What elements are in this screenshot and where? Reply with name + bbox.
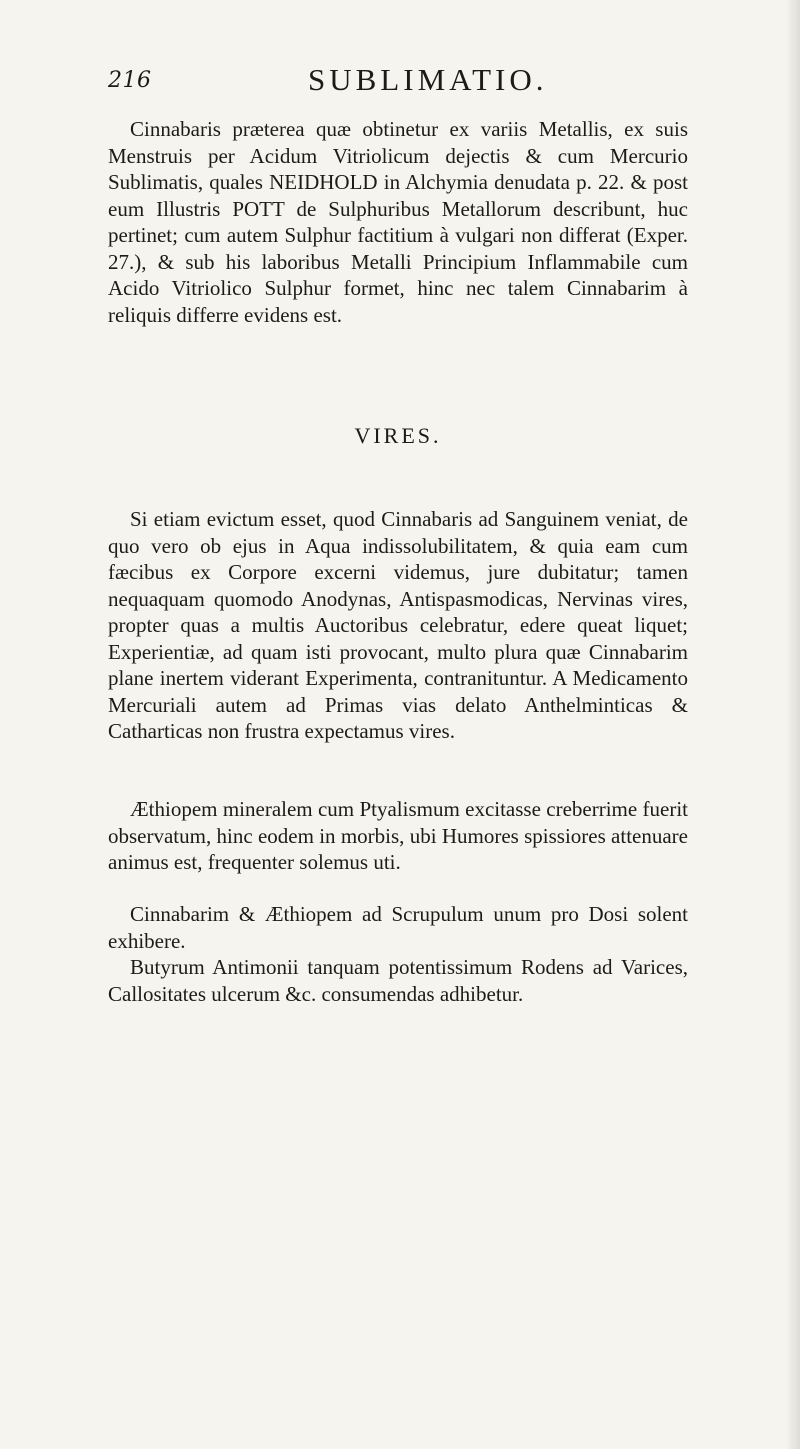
paragraph-text: Cinnabaris præterea quæ obtinetur ex variis Metallis, ex suis Menstruis per Acidum Vitriolicum dejectis & cum Mercurio Sublimatis, quales NEIDHOLD in Alchymia denudata p. 22. & post eum Illustris POTT de Sulphuribus Metallorum describunt, huc pertinet; cum autem Sulphur factitium à vulgari non differat (Exper. 27.), & sub his laboribus Metalli Principium Inflammabile cum Acido Vitriolico Sulphur formet, hinc nec talem Cinnabarim à reliquis differre evidens est. (108, 117, 688, 327)
paragraph-cinnabaris-metallis (108, 116, 688, 328)
paragraph-text: Si etiam evictum esset, quod Cinnabaris ad Sanguinem veniat, de quo vero ob ejus in Aqua indissolubilitatem, & quia eam cum fæcibus ex Corpore excerni videmus, jure dubitatur; tamen nequaquam quomodo Anodynas, Antispasmodicas, Nervinas vires, propter quas a multis Auctoribus celebratur, edere queat liquet; Experientiæ, ad quam isti provocant, multo plura quæ Cinnabarim plane inertem viderant Experimenta, contranituntur. A Medicamento Mercuriali autem ad Primas vias delato Anthelminticas & Catharticas non frustra expectamus vires. (108, 507, 688, 743)
paragraph-text: Butyrum Antimonii tanquam potentissimum Rodens ad Varices, Callositates ulcerum &c. consumendas adhibetur. (108, 955, 688, 1006)
paragraph-aethiops (108, 796, 688, 876)
paragraph-vires-cinnabaris (108, 506, 688, 745)
section-heading-vires: VIRES. (354, 423, 442, 448)
paragraph-butyrum-antimonii (108, 954, 688, 1007)
running-title: SUBLIMATIO. (308, 62, 548, 97)
page-header (108, 62, 668, 102)
paragraph-text: Æthiopem mineralem cum Ptyalismum excitasse creberrime fuerit observatum, hinc eodem in morbis, ubi Humores spissiores attenuare animus est, frequenter solemus uti. (108, 797, 688, 874)
paragraph-text: Cinnabarim & Æthiopem ad Scrupulum unum pro Dosi solent exhibere. (108, 902, 688, 953)
page-number: 216 (108, 68, 152, 93)
paragraph-dosis (108, 901, 688, 954)
page-edge-shadow (786, 0, 800, 1449)
